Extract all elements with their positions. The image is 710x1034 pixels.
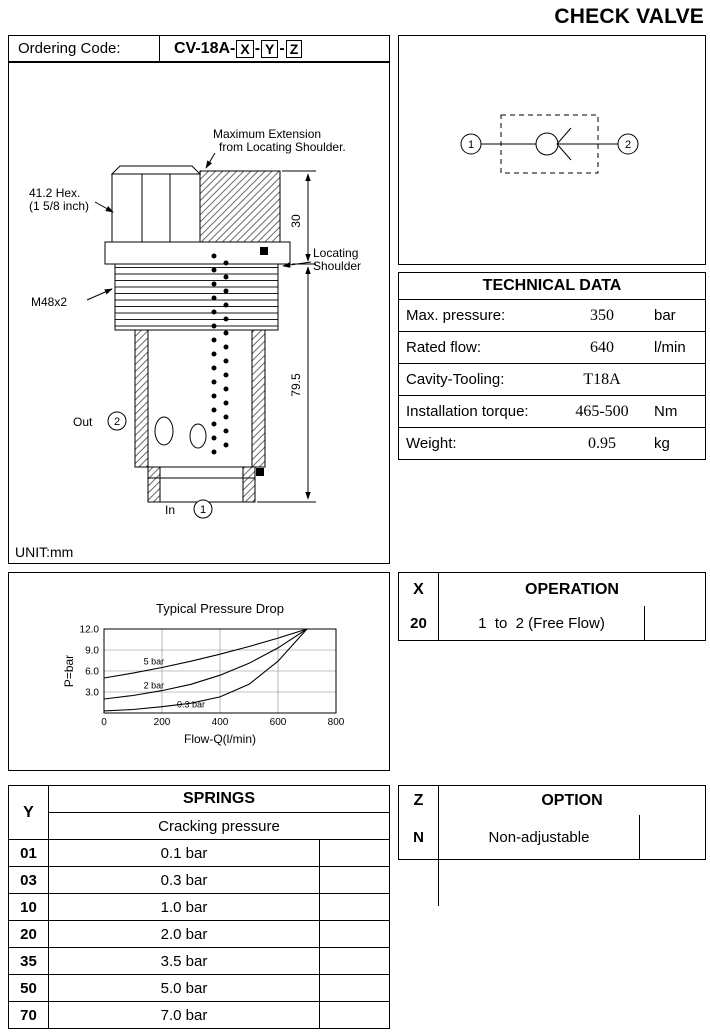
valve-cross-section (9, 63, 389, 549)
check-valve-symbol (399, 36, 705, 264)
operation-table-header (398, 572, 706, 607)
valve-nose (148, 467, 255, 502)
tech-row-label: Cavity-Tooling: (399, 364, 557, 396)
spring-code: 03 (9, 867, 49, 894)
ordering-code-label: Ordering Code: (8, 35, 160, 62)
hex-head (112, 174, 200, 242)
chart-xlabel: Flow-Q(l/min) (184, 732, 256, 746)
spring-empty-cell (320, 975, 390, 1002)
spring-code: 20 (9, 921, 49, 948)
chart-xtick: 0 (101, 717, 107, 728)
dimension-79-5: 79.5 (289, 373, 303, 397)
tech-row-unit: Nm (647, 396, 706, 428)
tech-row-value: T18A (557, 364, 647, 396)
spring-empty-cell (320, 867, 390, 894)
chart-series-5-bar (104, 629, 307, 678)
tech-row-value: 0.95 (557, 428, 647, 460)
spring-value: 1.0 bar (49, 894, 320, 921)
symbol-port-1-number: 1 (467, 139, 475, 151)
tech-row-value: 640 (557, 332, 647, 364)
ordering-x-placeholder: X (236, 40, 253, 58)
spring-code: 50 (9, 975, 49, 1002)
ordering-y-placeholder: Y (261, 40, 278, 58)
spring-empty-cell (320, 948, 390, 975)
check-ball (536, 133, 558, 155)
hydraulic-symbol-panel (398, 35, 706, 265)
spring-value: 2.0 bar (49, 921, 320, 948)
option-title: OPTION (439, 786, 706, 816)
symbol-graphics (461, 115, 638, 173)
pressure-drop-chart-panel (8, 572, 390, 771)
tech-row-value: 465-500 (557, 396, 647, 428)
dimension-30: 30 (289, 214, 303, 228)
symbol-port-2-number: 2 (624, 139, 632, 151)
valve-drawing-panel (8, 62, 390, 564)
chart-xtick: 600 (269, 717, 287, 728)
tech-row-label: Max. pressure: (399, 300, 557, 332)
chart-ytick: 6.0 (85, 666, 99, 678)
ordering-code-value (160, 35, 390, 62)
chart-xtick: 400 (211, 717, 229, 728)
tech-row-label: Rated flow: (399, 332, 557, 364)
tech-row-unit: kg (647, 428, 706, 460)
spring-value: 7.0 bar (49, 1002, 320, 1029)
chart-xtick: 800 (327, 717, 345, 728)
valve-outline (105, 166, 290, 502)
chart-series-label: 2 bar (143, 680, 165, 691)
chart-series-label: 5 bar (143, 656, 165, 667)
spring-value: 5.0 bar (49, 975, 320, 1002)
technical-data-title: TECHNICAL DATA (399, 273, 706, 300)
locating-shoulder-label-line2: Shoulder (313, 259, 362, 273)
springs-title: SPRINGS (49, 786, 390, 813)
tech-row-label: Installation torque: (399, 396, 557, 428)
tech-row-label: Weight: (399, 428, 557, 460)
ordering-code-dash: - (230, 39, 236, 57)
option-table-row (398, 815, 706, 860)
chart-xtick: 200 (153, 717, 171, 728)
thread-size-label: M48x2 (31, 295, 68, 309)
hex-size-label-line1: 41.2 Hex. (29, 186, 81, 200)
unit-note: UNIT:mm (15, 544, 74, 560)
spring-code: 35 (9, 948, 49, 975)
ordering-code-dash: - (254, 39, 261, 57)
springs-column-code: Y (9, 786, 49, 840)
operation-empty-cell (645, 606, 706, 641)
spring-code: 01 (9, 840, 49, 867)
tech-row-unit: l/min (647, 332, 706, 364)
ordering-code-prefix: CV-18A (174, 39, 231, 57)
tech-row-unit: bar (647, 300, 706, 332)
chart-ytick: 9.0 (85, 645, 99, 657)
max-extension-section (200, 171, 280, 242)
operation-description: 1 to 2 (Free Flow) (439, 606, 645, 641)
option-column-code: Z (399, 786, 439, 816)
operation-column-code: X (399, 573, 439, 607)
thread-section (115, 264, 278, 330)
spring-value: 0.3 bar (49, 867, 320, 894)
chart-title: Typical Pressure Drop (156, 601, 284, 616)
chart-series-label: 0.3 bar (176, 699, 206, 710)
option-table-tail-line (438, 860, 439, 906)
spring-value: 3.5 bar (49, 948, 320, 975)
spring-empty-cell (320, 1002, 390, 1029)
spring-code: 70 (9, 1002, 49, 1029)
max-extension-label-line2: from Locating Shoulder. (219, 140, 346, 154)
chart-series-0-3-bar (104, 629, 307, 711)
springs-subtitle: Cracking pressure (49, 813, 390, 840)
option-description: Non-adjustable (439, 815, 640, 860)
chart-ytick: 12.0 (79, 624, 99, 636)
operation-table-row (398, 606, 706, 641)
spring-value: 0.1 bar (49, 840, 320, 867)
spring-empty-cell (320, 894, 390, 921)
out-port-hole (155, 417, 173, 445)
ordering-z-placeholder: Z (286, 40, 303, 58)
out-port-label: Out (73, 415, 93, 429)
page-title: CHECK VALVE (554, 5, 704, 28)
hex-size-label-line2: (1 5/8 inch) (29, 199, 90, 213)
max-extension-label-line1: Maximum Extension (213, 127, 322, 141)
ordering-code-bar (8, 35, 390, 62)
option-code: N (399, 815, 439, 860)
technical-data-table (398, 272, 706, 460)
spring-empty-cell (320, 840, 390, 867)
ordering-code-dash: - (279, 39, 285, 57)
locating-shoulder-label-line1: Locating (313, 246, 359, 260)
spring-code: 10 (9, 894, 49, 921)
operation-title: OPERATION (439, 573, 706, 607)
tech-row-value: 350 (557, 300, 647, 332)
spring-empty-cell (320, 921, 390, 948)
tech-row-unit (647, 364, 706, 396)
in-port-label: In (165, 503, 176, 517)
chart-ytick: 3.0 (85, 687, 99, 699)
chart-ylabel: P=bar (62, 654, 76, 688)
in-port-number: 1 (199, 504, 207, 516)
pressure-drop-chart (9, 573, 389, 763)
operation-code: 20 (399, 606, 439, 641)
out-port-hole (190, 424, 206, 448)
springs-table (8, 785, 390, 1029)
option-empty-cell (640, 815, 706, 860)
chart-series-2-bar (104, 629, 307, 699)
out-port-number: 2 (113, 416, 121, 428)
option-table-header (398, 785, 706, 816)
